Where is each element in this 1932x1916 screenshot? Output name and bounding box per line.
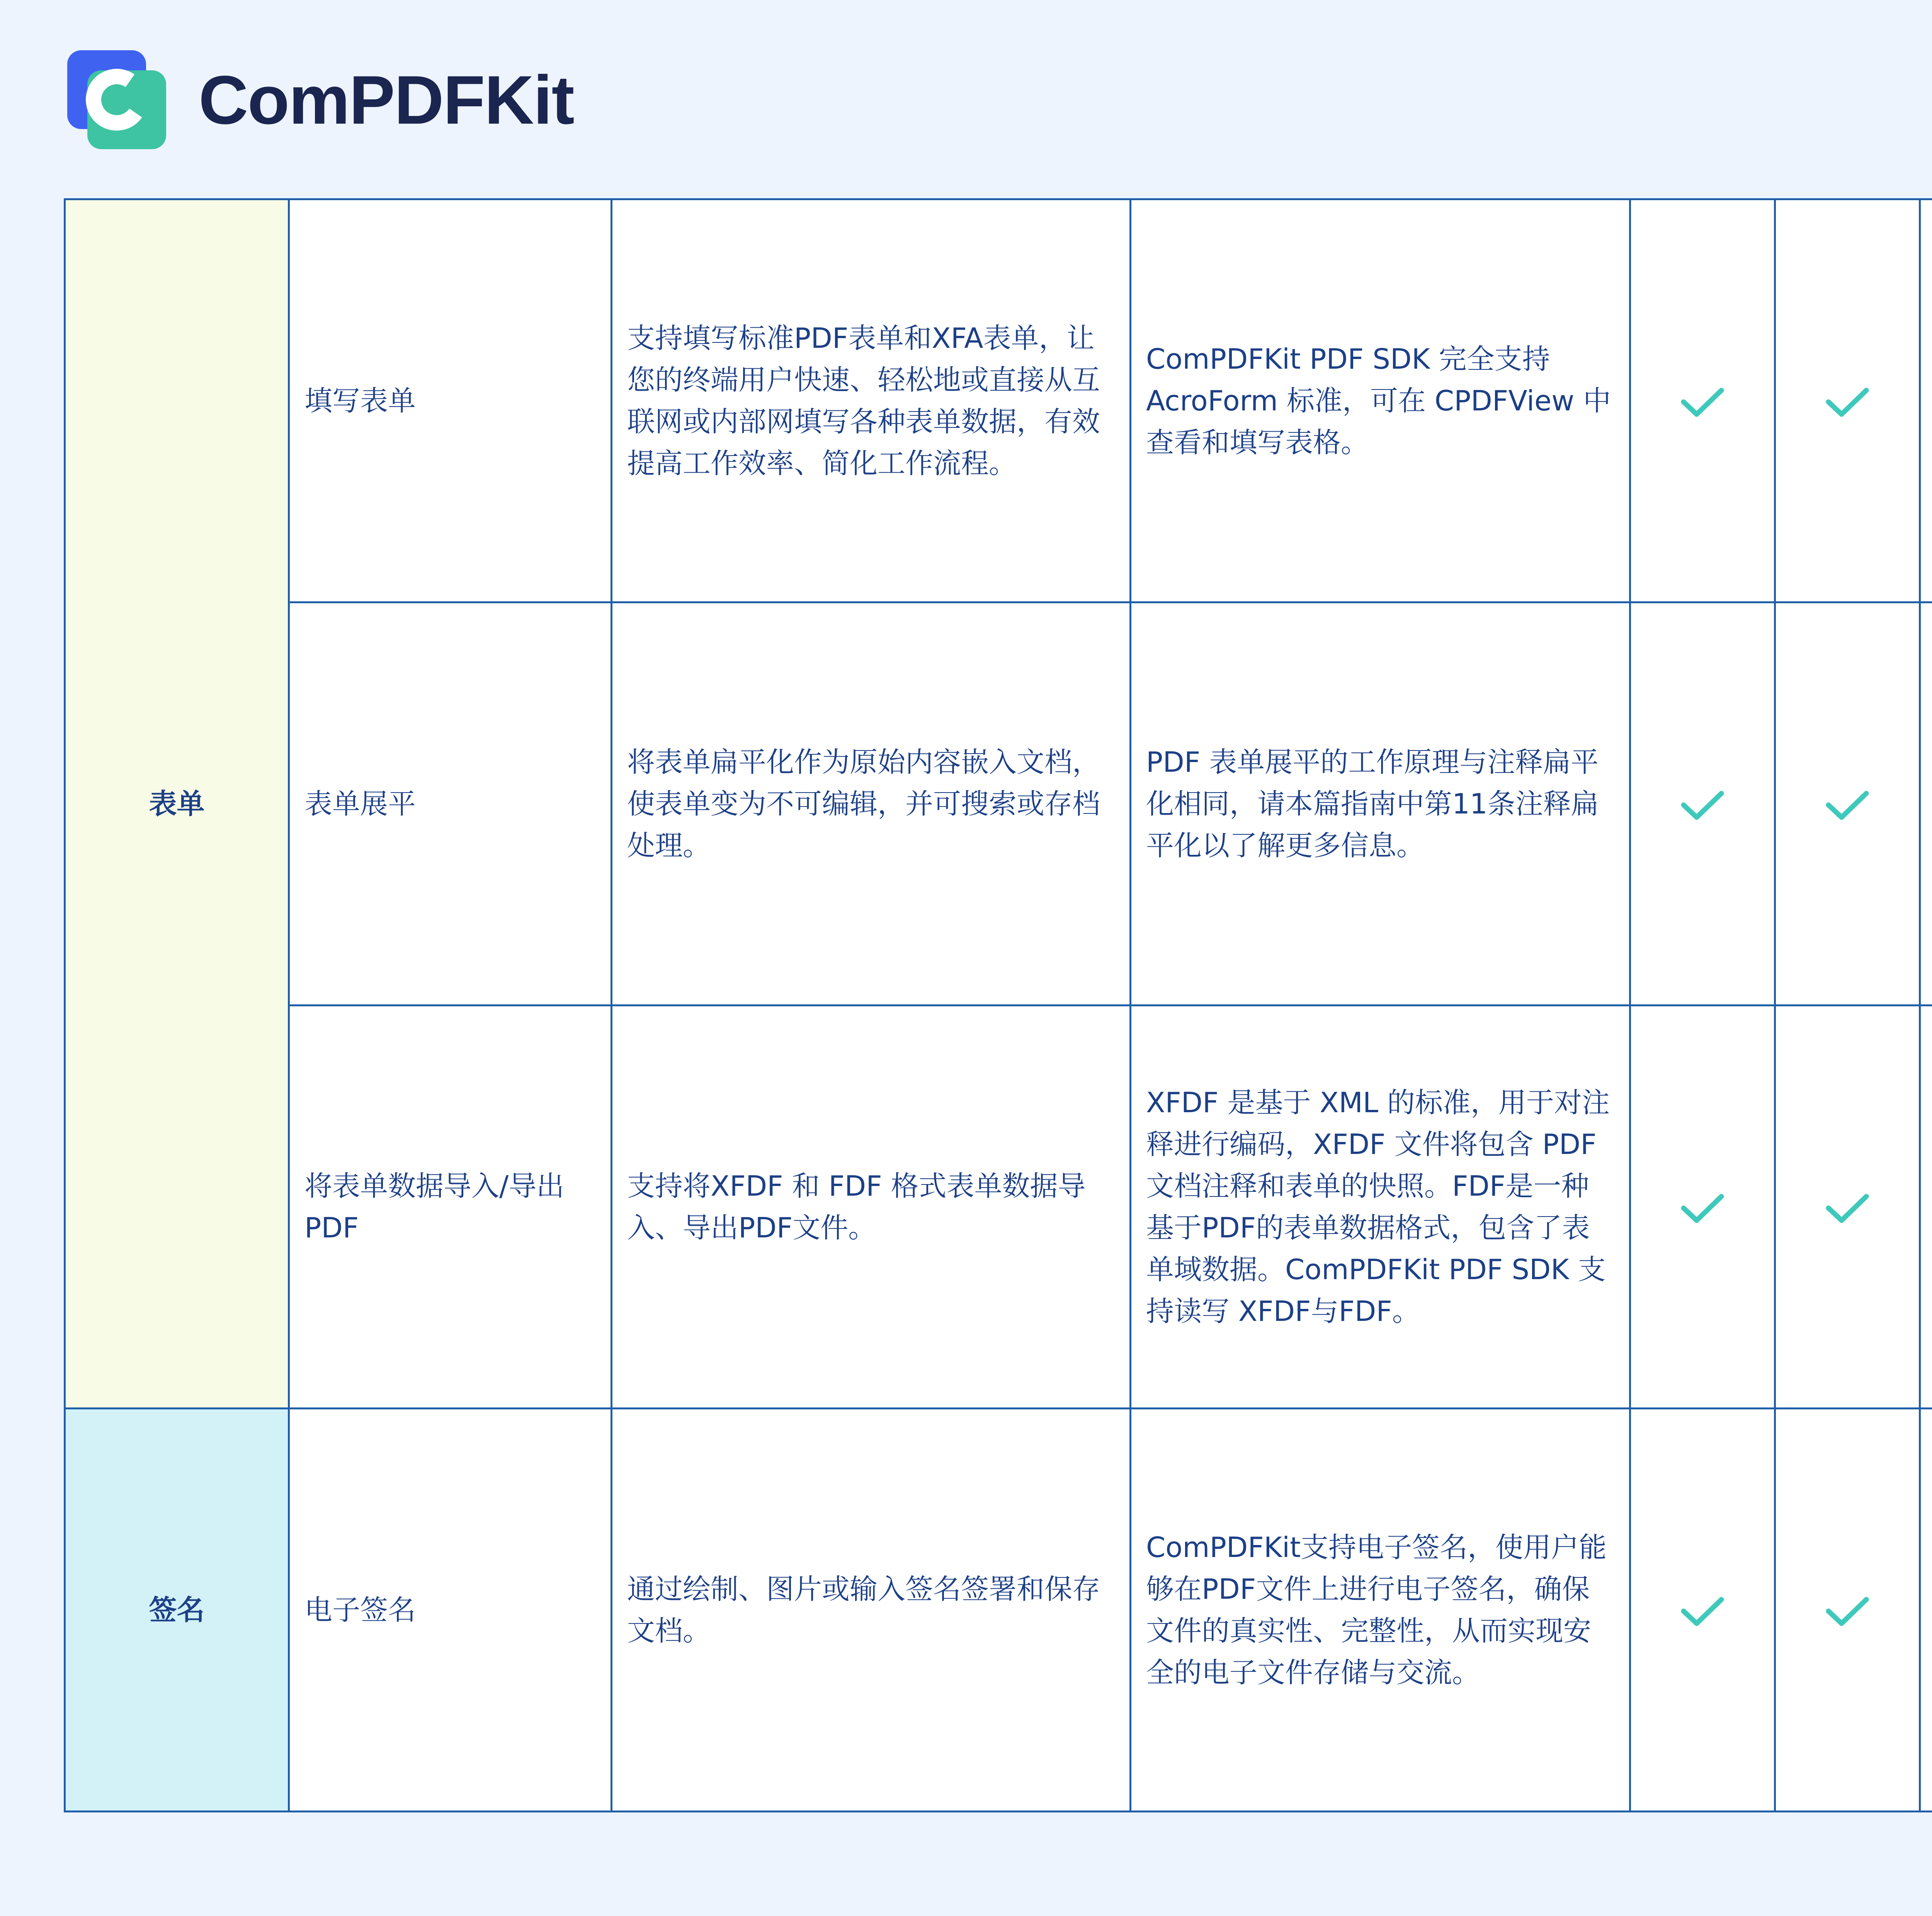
- feature-details-cell: ComPDFKit支持电子签名，使用户能够在PDF文件上进行电子签名，确保文件的真实性、完整性，从而实现安全的电子文件存储与交流。: [1131, 1409, 1630, 1812]
- support-cell: [1775, 1409, 1920, 1812]
- support-cell: [1630, 1409, 1775, 1812]
- checkmark-icon: [1680, 790, 1725, 822]
- feature-description-cell: 将表单扁平化作为原始内容嵌入文档，使表单变为不可编辑，并可搜索或存档处理。: [612, 602, 1131, 1006]
- checkmark-icon: [1825, 1596, 1870, 1628]
- checkmark-icon: [1825, 790, 1870, 822]
- brand-name: ComPDFKit: [199, 61, 574, 138]
- support-cell: [1630, 602, 1775, 1006]
- checkmark-icon: [1825, 1193, 1870, 1225]
- table-row: [65, 602, 1932, 1006]
- feature-name-cell: 填写表单: [289, 199, 612, 602]
- support-cell: [1920, 602, 1932, 1006]
- feature-details-cell: ComPDFKit PDF SDK 完全支持 AcroForm 标准，可在 CPDFView 中查看和填写表格。: [1131, 199, 1630, 602]
- support-cell: [1630, 199, 1775, 602]
- table-row: [65, 1409, 1932, 1812]
- feature-table: [64, 198, 1932, 1812]
- support-cell: [1920, 199, 1932, 602]
- feature-name-cell: 将表单数据导入/导出PDF: [289, 1006, 612, 1409]
- support-cell: [1775, 1006, 1920, 1409]
- table-row: [65, 1006, 1932, 1409]
- category-cell: 签名: [65, 1409, 289, 1812]
- feature-name-cell: 电子签名: [289, 1409, 612, 1812]
- checkmark-icon: [1680, 1193, 1725, 1225]
- brand-logo: [67, 50, 574, 149]
- feature-name-cell: 表单展平: [289, 602, 612, 1006]
- feature-details-cell: XFDF 是基于 XML 的标准，用于对注释进行编码，XFDF 文件将包含 PDF 文档注释和表单的快照。FDF是一种基于PDF的表单数据格式，包含了表单域数据。ComPDFKit PDF SDK 支持读写 XFDF与FDF。: [1131, 1006, 1630, 1409]
- support-cell: [1775, 602, 1920, 1006]
- feature-description-cell: 通过绘制、图片或输入签名签署和保存文档。: [612, 1409, 1131, 1812]
- checkmark-icon: [1680, 386, 1725, 419]
- compdfkit-logo-icon: [67, 50, 166, 149]
- checkmark-icon: [1680, 1596, 1725, 1628]
- support-cell: [1920, 1409, 1932, 1812]
- category-cell: 表单: [65, 199, 289, 1409]
- support-cell: [1920, 1006, 1932, 1409]
- feature-details-cell: PDF 表单展平的工作原理与注释扁平化相同，请本篇指南中第11条注释扁平化以了解更多信息。: [1131, 602, 1630, 1006]
- feature-description-cell: 支持填写标准PDF表单和XFA表单，让您的终端用户快速、轻松地或直接从互联网或内部网填写各种表单数据，有效提高工作效率、简化工作流程。: [612, 199, 1131, 602]
- table-row: [65, 199, 1932, 602]
- support-cell: [1775, 199, 1920, 602]
- feature-description-cell: 支持将XFDF 和 FDF 格式表单数据导入、导出PDF文件。: [612, 1006, 1131, 1409]
- checkmark-icon: [1825, 386, 1870, 419]
- support-cell: [1630, 1006, 1775, 1409]
